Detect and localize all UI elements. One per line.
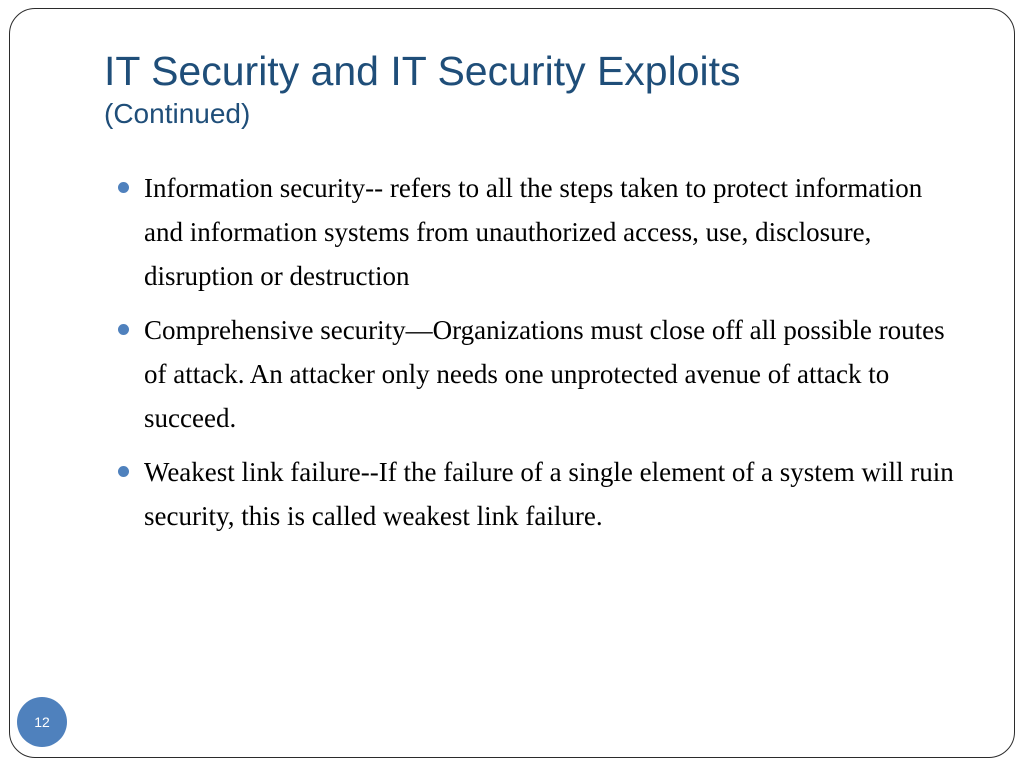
- page-number: 12: [34, 714, 50, 730]
- slide-subtitle: (Continued): [104, 98, 251, 129]
- bullet-dot-icon: [118, 324, 129, 335]
- bullet-dot-icon: [118, 466, 129, 477]
- bullet-list: [104, 166, 964, 548]
- slide-title-block: [104, 46, 984, 132]
- bullet-text: Weakest link failure--If the failure of a single element of a system will ruin security, this is called weakest link failure.: [144, 457, 954, 531]
- page-number-badge: [17, 697, 67, 747]
- bullet-item: [104, 166, 964, 298]
- bullet-item: [104, 450, 964, 538]
- bullet-text: Information security-- refers to all the steps taken to protect information and information systems from unauthorized access, use, disclosure, disruption or destruction: [144, 173, 923, 291]
- slide-title: IT Security and IT Security Exploits: [104, 48, 741, 94]
- bullet-dot-icon: [118, 182, 129, 193]
- bullet-text: Comprehensive security—Organizations must close off all possible routes of attack. An attacker only needs one unprotected avenue of attack to succeed.: [144, 315, 945, 433]
- bullet-item: [104, 308, 964, 440]
